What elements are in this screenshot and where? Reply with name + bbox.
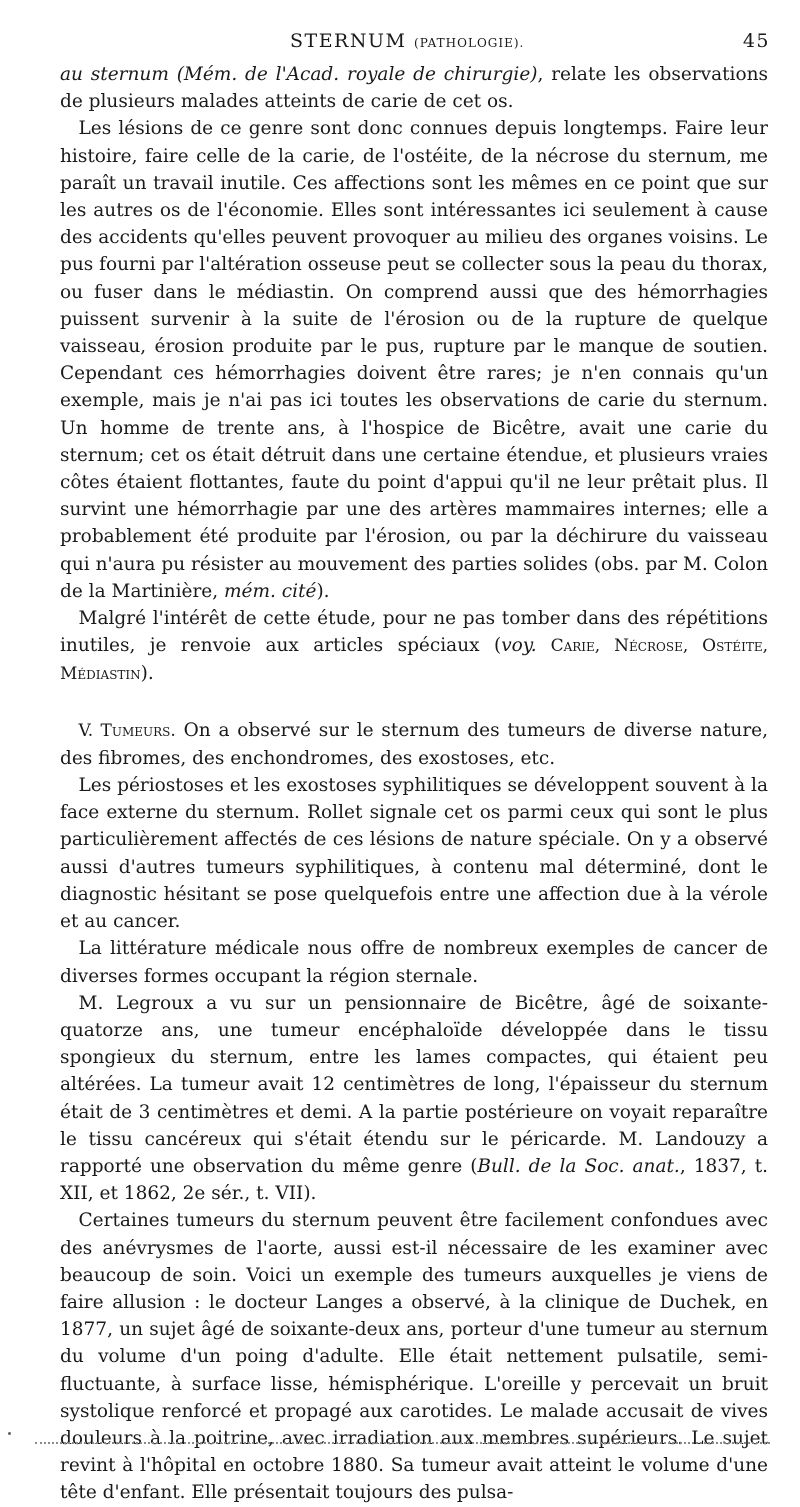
paragraph	[60, 1207, 768, 1506]
citation: mém. cité	[224, 580, 317, 602]
text-run: On a observé sur le sternum des tumeurs de diverse nature, des fibromes, des enchondromes, des exostoses, etc.	[60, 719, 768, 769]
text-run: , relate les observations de plusieurs malades atteints de carie de cet os.	[60, 64, 768, 113]
text-run: Les lésions de ce genre sont donc connues depuis longtemps. Faire leur histoire, faire celle de la carie, de l'ostéite, de la nécrose du sternum, me paraît un travail inutile. Ces affections sont les mêmes en ce point que sur les autres os de l'économie. Elles sont intéressantes ici seulement à cause des accidents qu'elles peuvent provoquer au milieu des organes voisins. Le pus fourni par l'altération osseuse peut se collecter sous la peau du thorax, ou fuser dans le médiastin. On comprend aussi que des hémorrhagies puissent survenir à la suite de l'érosion ou de la rupture de quelque vaisseau, érosion produite par le pus, rupture par le manque de soutien. Cependant ces hémorrhagies doivent être rares; je n'en connais qu'un exemple, mais je n'ai pas ici toutes les observations de carie du sternum. Un homme de trente ans, à l'hospice de Bicêtre, avait une carie du sternum; cet os était détruit dans une certaine étendue, et plusieurs vraies côtes étaient flottantes, faute du point d'appui qu'il ne leur prêtait plus. Il survint une hémorrhagie par une des artères mammaires internes; elle a probablement été produite par l'érosion, ou par la déchirure du vaisseau qui n'aura pu résister au mouvement des parties solides (obs. par M. Colon de la Martinière,	[60, 118, 768, 602]
paragraph	[60, 717, 768, 772]
paragraph	[60, 935, 768, 989]
paragraph	[60, 772, 768, 935]
citation: voy.	[501, 635, 537, 657]
paragraph	[60, 990, 768, 1208]
text-run: ).	[140, 663, 154, 685]
text-run: Certaines tumeurs du sternum peuvent être facilement confondues avec des anévrysmes de l'aorte, aussi est-il nécessaire de les examiner avec beaucoup de soin. Voici un exemple des tumeurs auxquelles je viens de faire allusion : le docteur Langes a observé, à la clinique de Duchek, en 1877, un sujet âgé de soixante-deux ans, porteur d'une tumeur au sternum du volume d'un poing d'adulte. Elle était nettement pulsatile, semi-fluctuante, à surface lisse, hémisphérique. L'oreille y percevait un bruit systolique renforcé et propagé aux carotides. Le malade accusait de vives douleurs à la poitrine, avec irradiation aux membres supérieurs. Le sujet revint à l'hôpital en octobre 1880. Sa tumeur avait atteint le volume d'une tête d'enfant. Elle présentait toujours des pulsa-	[60, 1210, 768, 1504]
text-run: ).	[316, 580, 330, 602]
cross-references: Carie, Nécrose, Ostéite, Médiastin	[60, 636, 768, 685]
running-header	[60, 30, 770, 58]
margin-dot	[8, 1432, 11, 1435]
citation: Bull. de la Soc. anat.	[477, 1155, 680, 1177]
paragraph	[60, 61, 768, 115]
paragraph	[60, 605, 768, 689]
body-text	[60, 61, 768, 1507]
text-run: Les périostoses et les exostoses syphilitiques se développent souvent à la face externe du sternum. Rollet signale cet os parmi ceux qui sont le plus particulièrement affectés de ces lésions de nature spéciale. On y a observé aussi d'autres tumeurs syphilitiques, à contenu mal déterminé, dont le diagnostic hésitant se pose quelquefois entre une affection due à la vérole et au cancer.	[60, 775, 768, 933]
footer-rule	[35, 1442, 770, 1444]
page-number: 45	[742, 30, 770, 52]
text-run: , 1837, t. XII, et 1862, 2e sér., t. VII).	[60, 1155, 769, 1205]
header-subtitle: (PATHOLOGIE).	[414, 36, 525, 50]
text-run: M. Legroux a vu sur un pensionnaire de Bicêtre, âgé de soixante-quatorze ans, une tumeur encéphaloïde développée dans le tissu spongieux du sternum, entre les lames compactes, qui étaient peu altérées. La tumeur avait 12 centimètres de long, l'épaisseur du sternum était de 3 centimètres et demi. A la partie postérieure on voyait reparaître le tissu cancéreux qui s'était étendu sur le péricarde. M. Landouzy a rapporté une observation du même genre (	[60, 992, 768, 1177]
header-title	[290, 30, 524, 52]
paragraph	[60, 115, 768, 605]
text-run: La littérature médicale nous offre de nombreux exemples de cancer de diverses formes occupant la région sternale.	[60, 938, 768, 987]
citation: au sternum (Mém. de l'Acad. royale de chirurgie)	[60, 64, 538, 85]
section-spacer	[60, 689, 768, 717]
header-title-text: STERNUM	[290, 30, 407, 52]
text-run: Malgré l'intérêt de cette étude, pour ne pas tomber dans des répétitions inutiles, je renvoie aux articles spéciaux (	[60, 608, 768, 657]
section-heading: V. Tumeurs.	[78, 720, 176, 741]
